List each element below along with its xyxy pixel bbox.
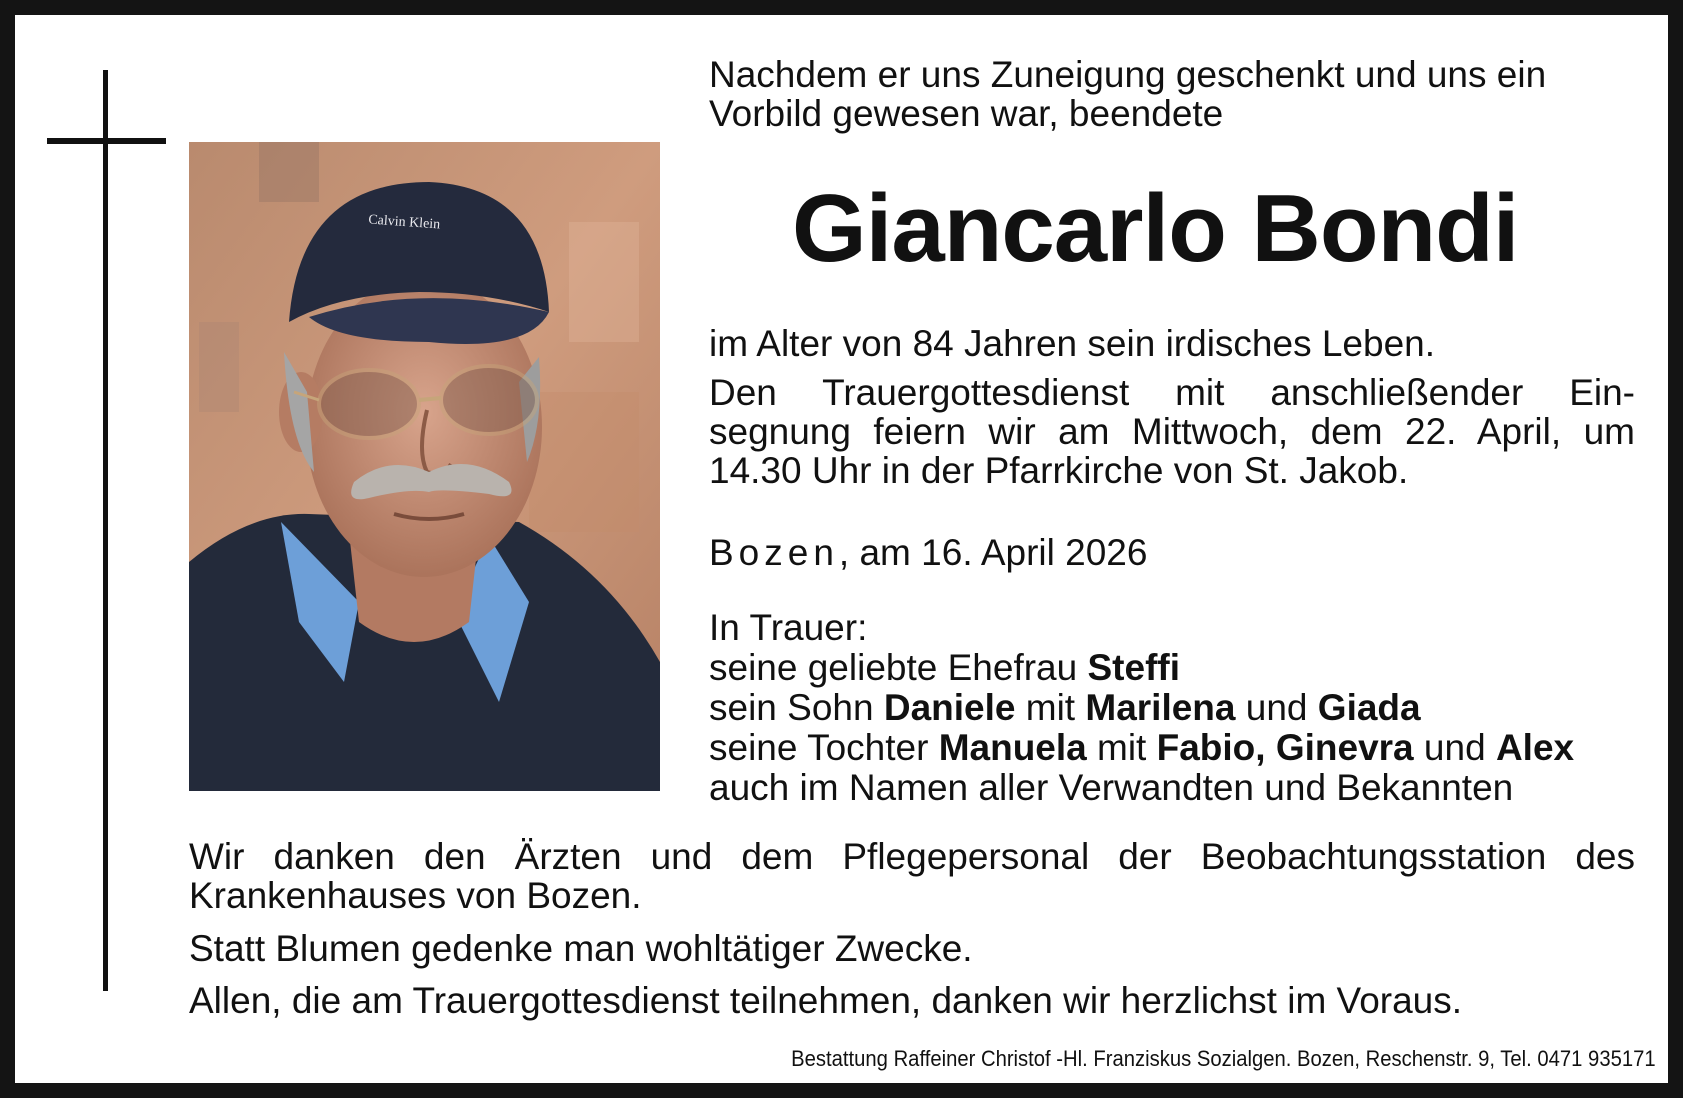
thanks-line-2: Krankenhauses von Bozen. — [189, 875, 642, 916]
daughter-with: mit — [1086, 727, 1157, 768]
son-with: mit — [1015, 687, 1086, 728]
flowers-line: Statt Blumen gedenke man wohltätiger Zwecke. — [189, 928, 973, 969]
service-line-2: segnung feiern wir am Mittwoch, dem 22. April, um — [709, 411, 1635, 452]
cross-horizontal-bar — [47, 138, 166, 144]
wife-name: Steffi — [1087, 647, 1180, 688]
portrait-photo — [189, 142, 660, 791]
intro-line-2: Vorbild gewesen war, beendete — [709, 93, 1224, 134]
deceased-name: Giancarlo Bondi — [792, 175, 1519, 282]
mourner-wife — [709, 648, 1180, 688]
intro-line-1: Nachdem er uns Zuneigung geschenkt und uns ein — [709, 54, 1547, 95]
mourner-son — [709, 688, 1421, 728]
son-partner: Marilena — [1085, 687, 1236, 728]
cap-logo-text: Calvin Klein — [367, 212, 441, 233]
daughter-child: Alex — [1495, 727, 1575, 768]
attendees-line: Allen, die am Trauergottesdienst teilnehmen, danken wir herzlichst im Voraus. — [189, 980, 1463, 1021]
cross-vertical-bar — [103, 70, 108, 991]
date-text: , am 16. April 2026 — [838, 532, 1148, 573]
funeral-home-footer: Bestattung Raffeiner Christof -Hl. Franziskus Sozialgen. Bozen, Reschenstr. 9, Tel. 0471 935171 — [791, 1046, 1656, 1071]
wife-prefix: seine geliebte Ehefrau — [709, 647, 1088, 688]
mourner-daughter — [709, 728, 1574, 768]
age-line: im Alter von 84 Jahren sein irdisches Leben. — [709, 323, 1436, 364]
place-date — [709, 533, 1147, 573]
daughter-prefix: seine Tochter — [709, 727, 939, 768]
son-child: Giada — [1317, 687, 1421, 728]
son-name: Daniele — [883, 687, 1016, 728]
thanks-line-1: Wir danken den Ärzten und dem Pflegepersonal der Beobachtungsstation des — [189, 836, 1635, 877]
service-line-3: 14.30 Uhr in der Pfarrkirche von St. Jakob. — [709, 450, 1409, 491]
daughter-family: Fabio, Ginevra — [1156, 727, 1414, 768]
place-name: Bozen — [709, 532, 839, 573]
son-prefix: sein Sohn — [709, 687, 884, 728]
son-and: und — [1235, 687, 1318, 728]
daughter-and: und — [1413, 727, 1496, 768]
daughter-name: Manuela — [938, 727, 1087, 768]
service-line-1: Den Trauergottesdienst mit anschließender Ein- — [709, 372, 1635, 413]
mourners-heading: In Trauer: — [709, 607, 868, 648]
mourners-closing: auch im Namen aller Verwandten und Bekannten — [709, 767, 1514, 808]
